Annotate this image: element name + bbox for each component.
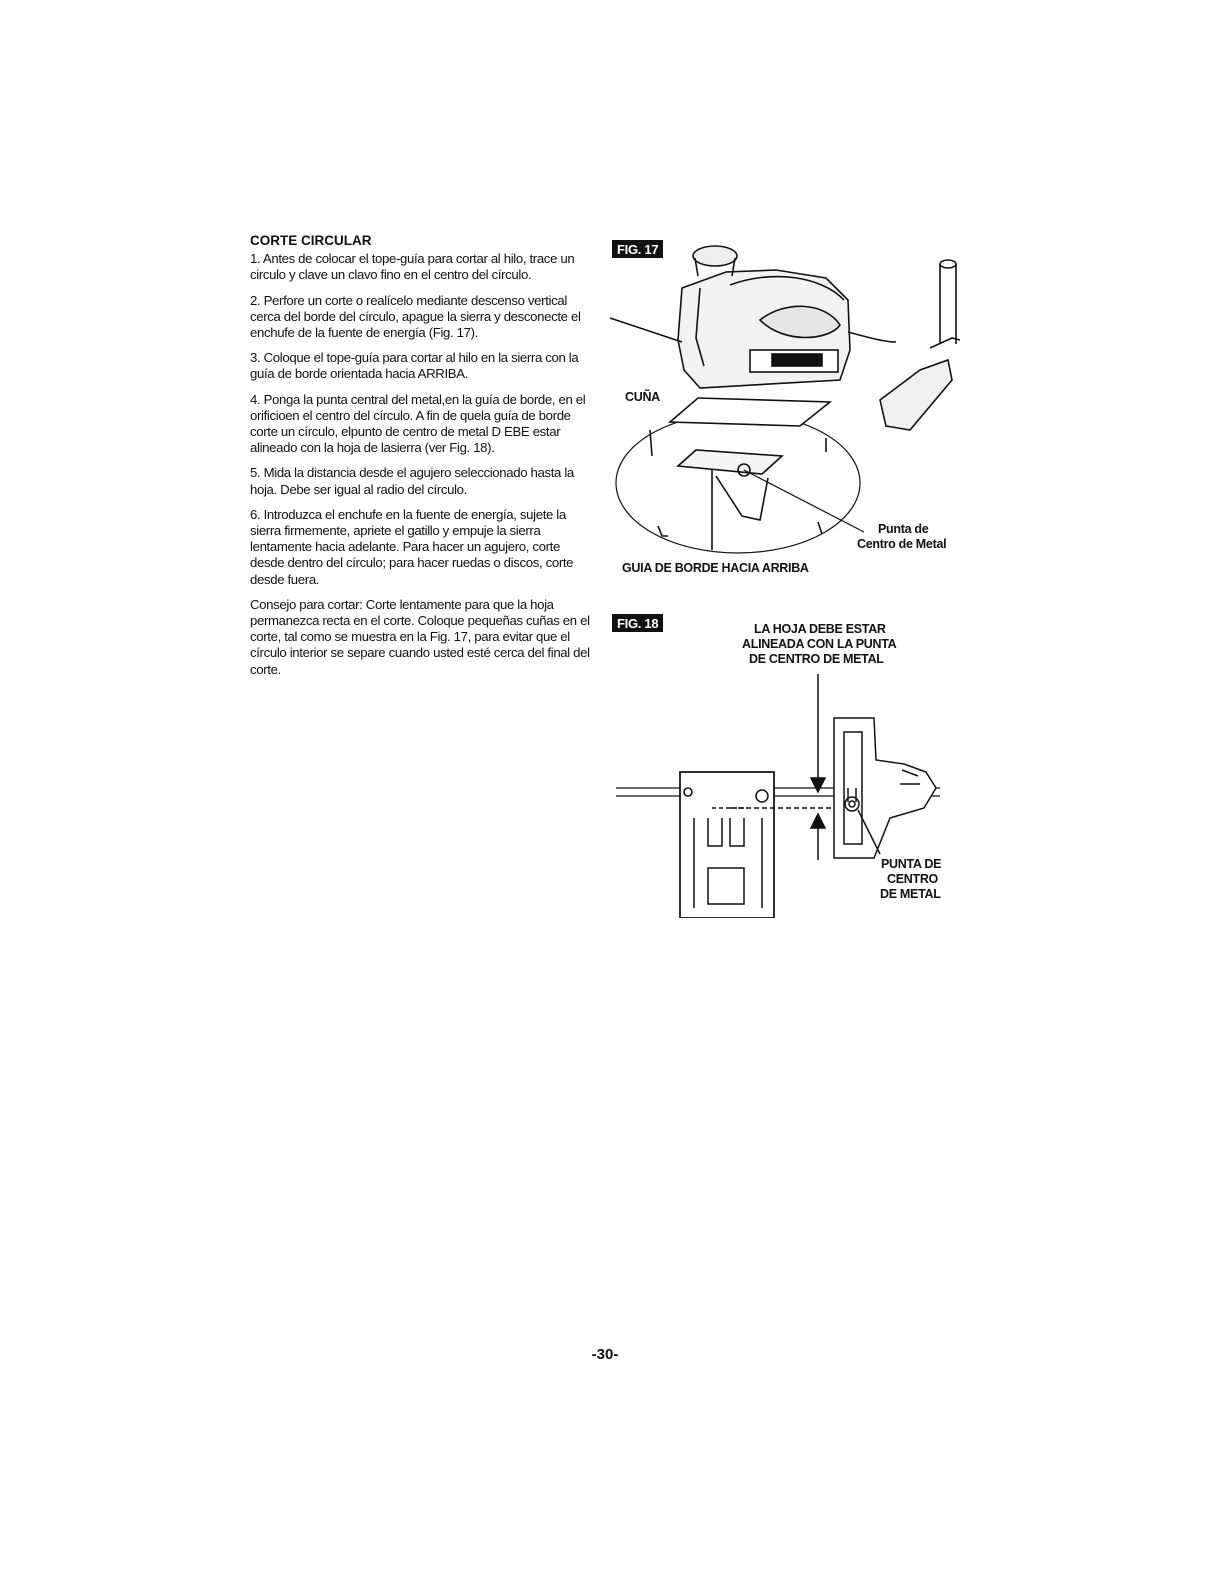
section-title: CORTE CIRCULAR — [250, 233, 372, 248]
fig18-center-point-label-line1: PUNTA DE — [881, 857, 942, 871]
step-1: 1. Antes de colocar el tope-guía para cortar al hilo, trace un circulo y clave un clavo fino en el centro del círculo. — [250, 251, 575, 283]
step-4: 4. Ponga la punta central del metal,en la guía de borde, en el orificioen el centro del círculo. A fin de quela guía de borde corte un círculo, elpunto de centro de metal D EBE estar alineado con la hoja de lasierra (ver Fig. 18). — [250, 391, 586, 456]
fig17-center-point-label-line2: Centro de Metal — [857, 537, 947, 551]
step-2: 2. Perfore un corte o realícelo mediante descenso vertical cerca del borde del círculo, apague la sierra y desconecte el enchufe de la fuente de energía (Fig. 17). — [250, 292, 581, 341]
fig17-badge: FIG. 17 — [612, 240, 663, 258]
fig18-blade-label-line3: DE CENTRO DE METAL — [749, 652, 884, 666]
fig18-badge: FIG. 18 — [612, 614, 663, 632]
page-number: -30- — [591, 1346, 619, 1363]
fig17-caption: GUIA DE BORDE HACIA ARRIBA — [622, 561, 809, 575]
fig18-blade-label-line1: LA HOJA DEBE ESTAR — [754, 622, 886, 636]
fig17-wedge-label: CUÑA — [625, 390, 660, 404]
step-5: 5. Mida la distancia desde el agujero seleccionado hasta la hoja. Debe ser igual al radio del círculo. — [250, 465, 574, 497]
instructions-column — [250, 233, 590, 687]
fig18-blade-label-line2: ALINEADA CON LA PUNTA — [742, 637, 897, 651]
step-3: 3. Coloque el tope-guía para cortar al hilo en la sierra con la guía de borde orientada hacia ARRIBA. — [250, 350, 579, 382]
cutting-tip: Consejo para cortar: Corte lentamente para que la hoja permanezca recta en el corte. Coloque pequeñas cuñas en el corte, tal como se muestra en la Fig. 17, para evitar que el círculo interior se separe cuando usted esté cerca del final del corte. — [250, 596, 590, 677]
fig18-center-point-label-line3: DE METAL — [880, 887, 941, 901]
fig18-center-point-label-line2: CENTRO — [887, 872, 938, 886]
step-6: 6. Introduzca el enchufe en la fuente de energía, sujete la sierra firmemente, apriete el gatillo y empuje la sierra lentamente hacia adelante. Para hacer un agujero, corte desde dentro del círculo; para hacer ruedas o discos, corte desde fuera. — [250, 506, 574, 587]
fig17-center-point-label-line1: Punta de — [878, 522, 929, 536]
